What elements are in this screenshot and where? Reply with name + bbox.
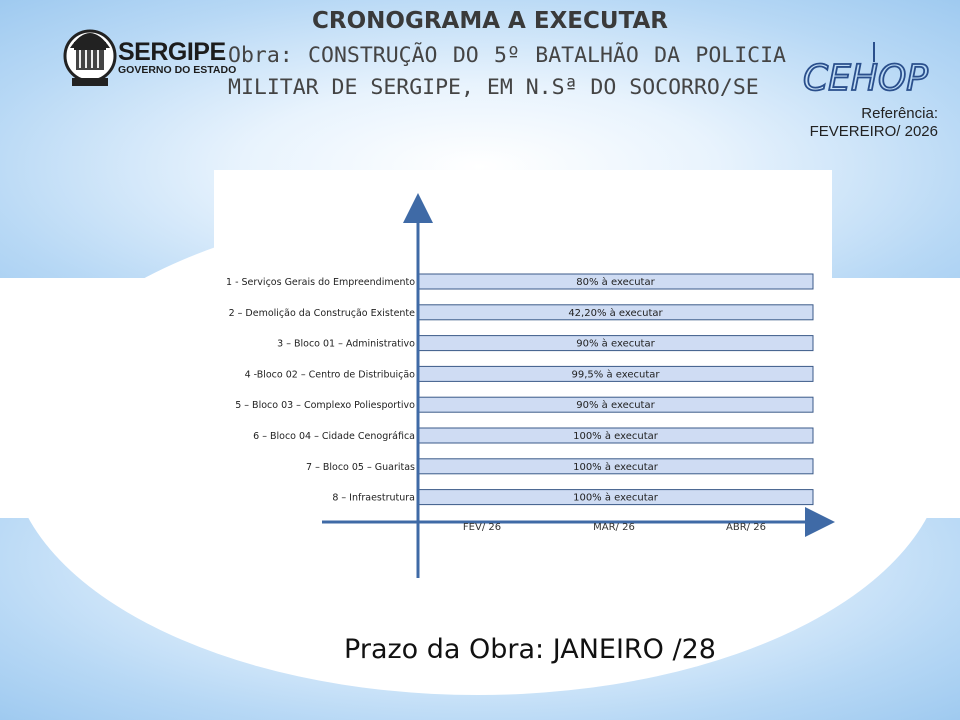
category-label-1: 1 - Serviços Gerais do Empreendimento xyxy=(226,277,415,288)
page-title: CRONOGRAMA A EXECUTAR xyxy=(312,8,668,34)
reference-value: FEVEREIRO/ 2026 xyxy=(809,123,938,140)
category-label-3: 3 – Bloco 01 – Administrativo xyxy=(277,338,415,350)
bar-label-6: 100% à executar xyxy=(573,431,658,442)
x-tick-label-3: ABR/ 26 xyxy=(726,522,766,533)
bar-label-7: 100% à executar xyxy=(573,461,658,473)
category-label-7: 7 – Bloco 05 – Guaritas xyxy=(306,461,415,473)
sergipe-logo-text: SERGIPE xyxy=(118,38,226,66)
category-label-4: 4 -Bloco 02 – Centro de Distribuição xyxy=(244,369,415,381)
bar-label-4: 99,5% à executar xyxy=(571,369,660,381)
governo-logo-text: GOVERNO DO ESTADO xyxy=(118,64,237,76)
cehop-logo-text: CEHOP xyxy=(803,58,928,99)
bar-label-2: 42,20% à executar xyxy=(568,307,663,319)
bar-label-3: 90% à executar xyxy=(576,338,655,350)
bar-label-1: 80% à executar xyxy=(576,277,655,288)
x-tick-label-1: FEV/ 26 xyxy=(462,522,502,533)
prazo-text: Prazo da Obra: JANEIRO /28 xyxy=(344,634,716,665)
obra-description: Obra: CONSTRUÇÃO DO 5º BATALHÃO DA POLICIA MILITAR DE SERGIPE, EM N.Sª DO SOCORRO/SE xyxy=(228,43,786,100)
bar-label-8: 100% à executar xyxy=(573,492,658,504)
category-label-8: 8 – Infraestrutura xyxy=(332,492,415,504)
bar-label-5: 90% à executar xyxy=(576,400,655,412)
x-tick-label-2: MAR/ 26 xyxy=(593,522,635,533)
category-label-2: 2 – Demolição da Construção Existente xyxy=(228,307,415,319)
category-label-6: 6 – Bloco 04 – Cidade Cenográfica xyxy=(253,431,415,442)
reference-label: Referência: xyxy=(861,105,938,122)
category-label-5: 5 – Bloco 03 – Complexo Poliesportivo xyxy=(235,400,415,412)
